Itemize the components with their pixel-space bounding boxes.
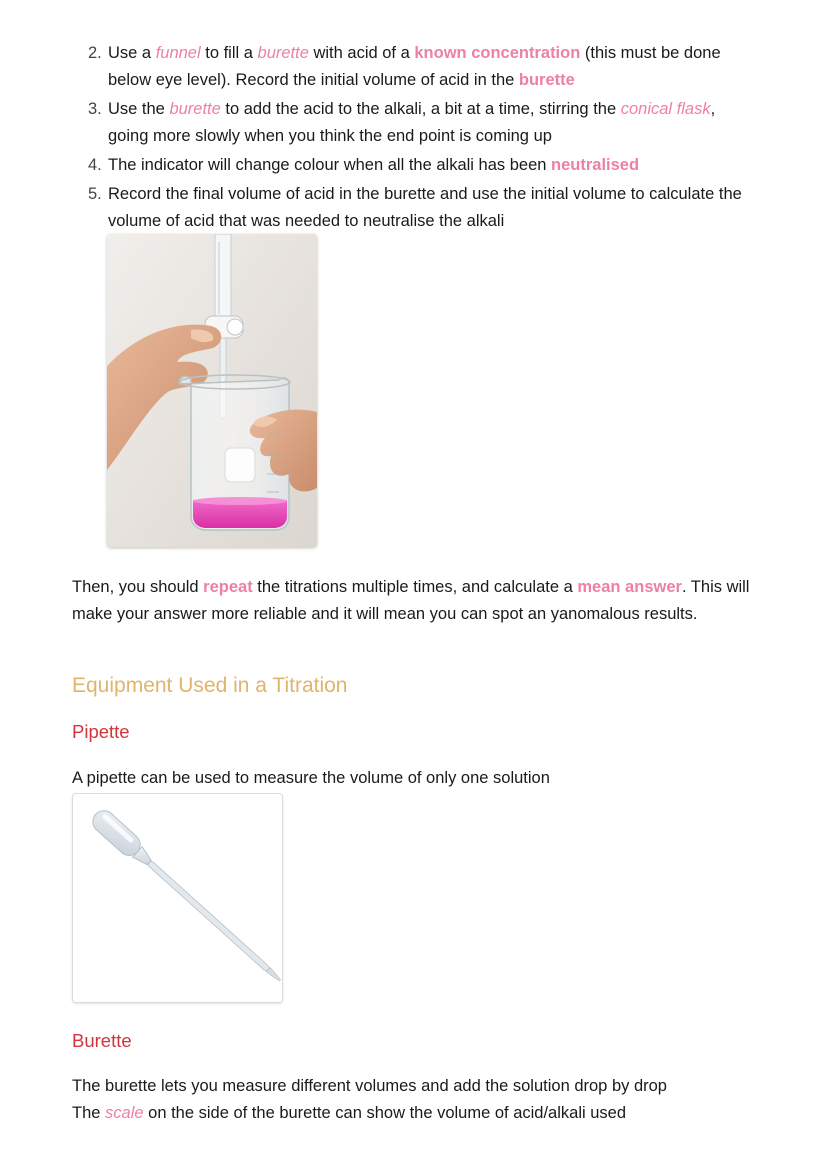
- text-segment: Use a: [108, 44, 156, 62]
- text-segment: with acid of a: [308, 44, 415, 62]
- list-item: [88, 152, 748, 179]
- burette-scale-text: [72, 1100, 772, 1127]
- keyword-link[interactable]: known concentration: [414, 44, 581, 62]
- keyword-link[interactable]: neutralised: [551, 156, 640, 174]
- pipette-description: A pipette can be used to measure the volume of only one solution: [72, 769, 550, 787]
- step-text: [108, 44, 721, 89]
- repeat-paragraph: [72, 574, 762, 628]
- text-segment: (this must be done below eye level). Record the initial volume of acid in the: [108, 44, 721, 89]
- step-text: [108, 100, 715, 145]
- scale-text: [72, 1104, 626, 1122]
- text-segment: to add the acid to the alkali, a bit at a time, stirring the: [220, 100, 621, 118]
- keyword-link[interactable]: funnel: [155, 44, 201, 62]
- list-item: [88, 40, 748, 94]
- pipette-heading: Pipette: [72, 721, 130, 742]
- keyword-link[interactable]: scale: [105, 1104, 144, 1122]
- list-item: [88, 181, 748, 235]
- step-number: 3.: [88, 100, 102, 118]
- text-segment: Then, you should: [72, 578, 204, 596]
- list-item: [88, 96, 748, 150]
- step-number: 2.: [88, 44, 102, 62]
- text-segment: Record the final volume of acid in the burette and use the initial volume to calculate the volume of acid that was needed to neutralise the alkali: [108, 185, 742, 230]
- text-segment: Use the: [108, 100, 170, 118]
- step-number: 5.: [88, 185, 102, 203]
- step-number: 4.: [88, 156, 102, 174]
- text-segment: , going more slowly when you think the end point is coming up: [108, 100, 716, 145]
- titration-photo: [107, 234, 317, 547]
- method-steps-list: [88, 40, 748, 237]
- text-segment: The: [72, 1104, 106, 1122]
- keyword-link[interactable]: repeat: [203, 578, 253, 596]
- keyword-link[interactable]: burette: [169, 100, 221, 118]
- burette-description: The burette lets you measure different volumes and add the solution drop by drop: [72, 1077, 667, 1095]
- keyword-link[interactable]: burette: [518, 71, 575, 89]
- text-segment: on the side of the burette can show the volume of acid/alkali used: [143, 1104, 627, 1122]
- text-segment: . This will make your answer more reliable and it will mean you can spot an yanomalous results.: [72, 578, 750, 623]
- keyword-link[interactable]: conical flask: [620, 100, 711, 118]
- text-segment: the titrations multiple times, and calculate a: [252, 578, 578, 596]
- step-text: [108, 156, 639, 174]
- text-segment: The indicator will change colour when all the alkali has been: [108, 156, 552, 174]
- keyword-link[interactable]: mean answer: [577, 578, 682, 596]
- keyword-link[interactable]: burette: [257, 44, 309, 62]
- burette-heading: Burette: [72, 1030, 132, 1051]
- text-segment: to fill a: [200, 44, 258, 62]
- paragraph-text: [72, 578, 749, 623]
- step-text: [108, 185, 742, 230]
- pipette-photo: [72, 793, 283, 1003]
- section-heading: Equipment Used in a Titration: [72, 674, 348, 697]
